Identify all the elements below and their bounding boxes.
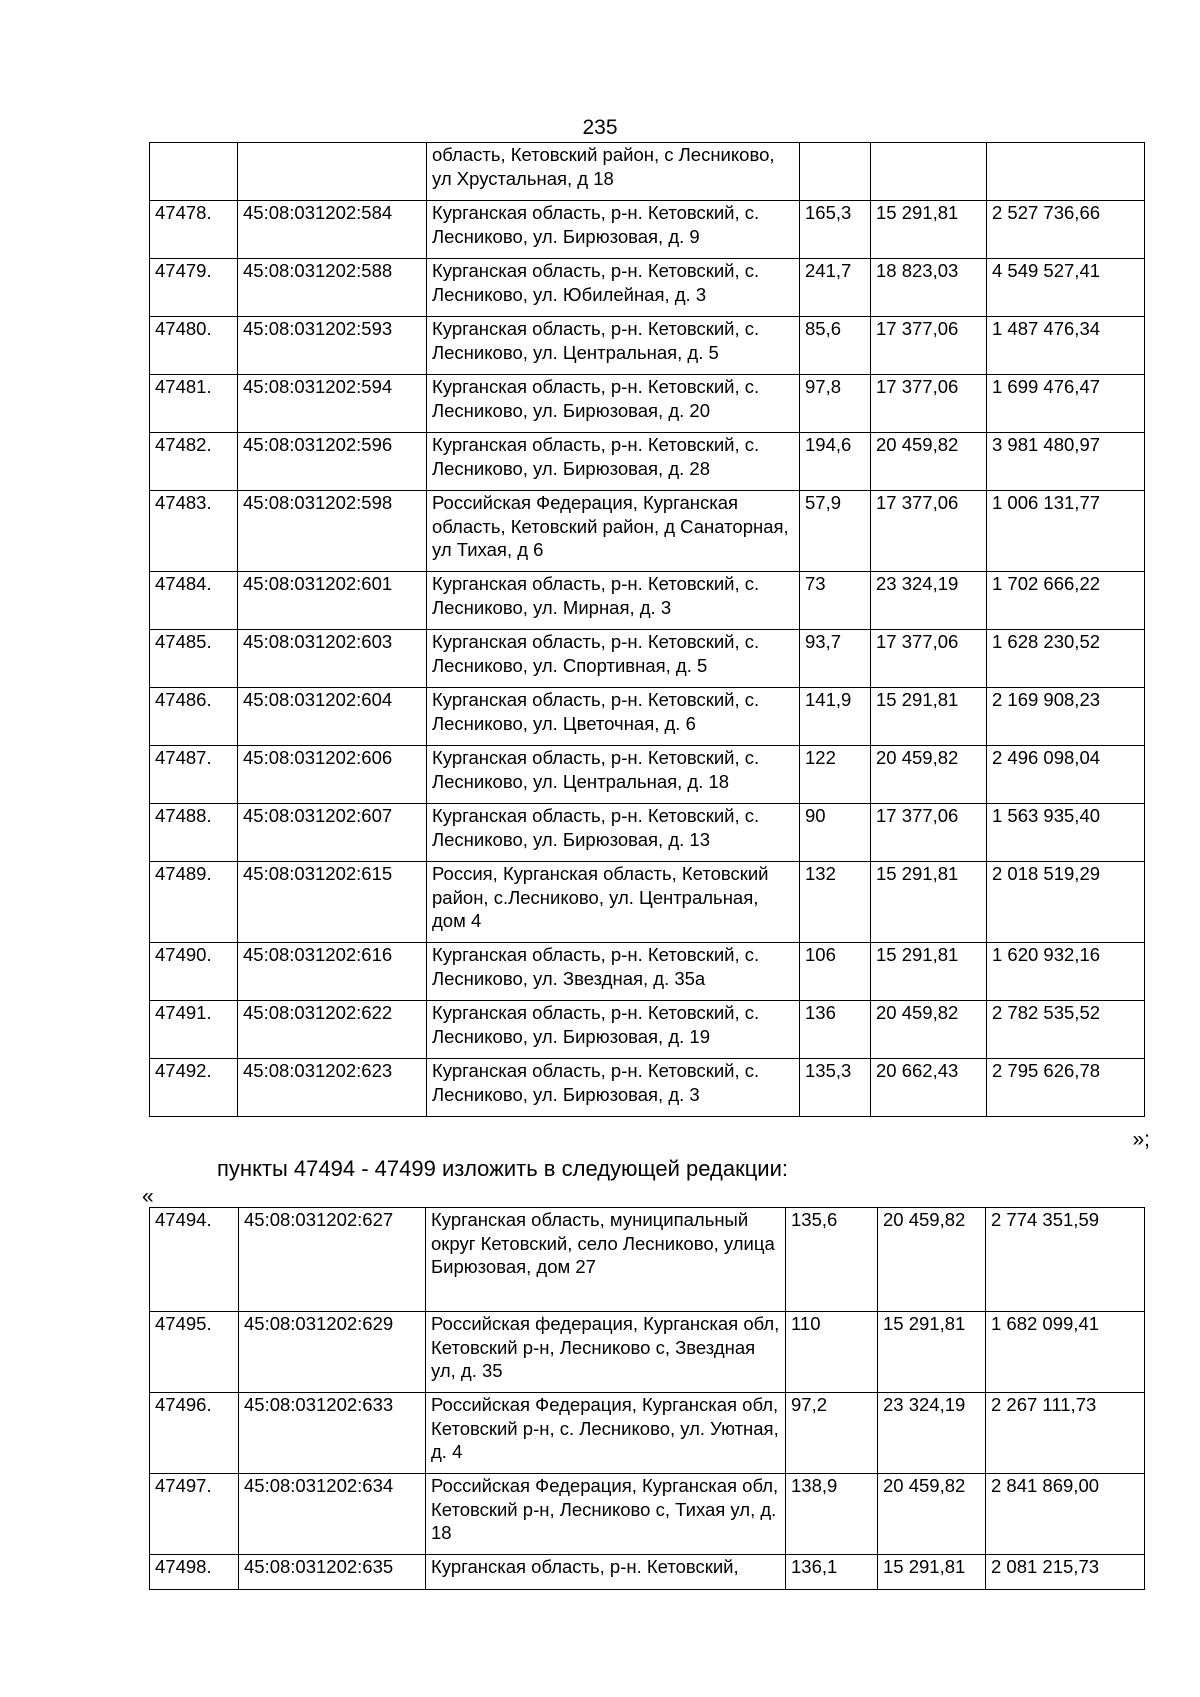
specific-value-cell: 20 662,43: [871, 1059, 987, 1117]
area-cell: 165,3: [800, 201, 871, 259]
cadastral-number-cell: 45:08:031202:622: [238, 1001, 427, 1059]
area-cell: 93,7: [800, 630, 871, 688]
opening-quote: «: [142, 1185, 154, 1208]
area-cell: 106: [800, 943, 871, 1001]
specific-value-cell: 20 459,82: [878, 1208, 986, 1312]
cadastral-value-cell: 1 702 666,22: [987, 572, 1145, 630]
address-cell: Курганская область, р-н. Кетовский, с. Лесниково, ул. Звездная, д. 35а: [427, 943, 800, 1001]
area-cell: 73: [800, 572, 871, 630]
address-cell: Российская федерация, Курганская обл, Кетовский р-н, Лесниково с, Звездная ул, д. 35: [426, 1312, 786, 1393]
cadastral-number-cell: 45:08:031202:627: [239, 1208, 426, 1312]
table-row: [150, 746, 1145, 804]
cadastral-value-cell: 2 782 535,52: [987, 1001, 1145, 1059]
area-cell: 135,3: [800, 1059, 871, 1117]
specific-value-cell: 17 377,06: [871, 804, 987, 862]
specific-value-cell: 17 377,06: [871, 491, 987, 572]
area-cell: 136,1: [786, 1555, 878, 1590]
cadastral-value-cell: 2 267 111,73: [986, 1393, 1145, 1474]
specific-value-cell: 18 823,03: [871, 259, 987, 317]
row-number-cell: 47497.: [150, 1474, 239, 1555]
address-cell: Россия, Курганская область, Кетовский район, с.Лесниково, ул. Центральная, дом 4: [427, 862, 800, 943]
cadastral-number-cell: 45:08:031202:584: [238, 201, 427, 259]
specific-value-cell: 15 291,81: [871, 688, 987, 746]
row-number-cell: 47484.: [150, 572, 238, 630]
specific-value-cell: 15 291,81: [871, 201, 987, 259]
address-cell: Курганская область, р-н. Кетовский,: [426, 1555, 786, 1590]
specific-value-cell: 20 459,82: [871, 433, 987, 491]
area-cell: 122: [800, 746, 871, 804]
address-cell: Курганская область, р-н. Кетовский, с. Лесниково, ул. Бирюзовая, д. 19: [427, 1001, 800, 1059]
amendment-instruction: пункты 47494 - 47499 изложить в следующей редакции:: [217, 1156, 789, 1181]
cadastral-value-cell: 2 527 736,66: [987, 201, 1145, 259]
table-row: [150, 491, 1145, 572]
cadastral-number-cell: 45:08:031202:603: [238, 630, 427, 688]
address-cell: Российская Федерация, Курганская обл, Кетовский р-н, Лесниково с, Тихая ул, д. 18: [426, 1474, 786, 1555]
area-cell: 110: [786, 1312, 878, 1393]
specific-value-cell: 15 291,81: [871, 943, 987, 1001]
cadastral-number-cell: 45:08:031202:629: [239, 1312, 426, 1393]
row-number-cell: 47498.: [150, 1555, 239, 1590]
cadastral-value-cell: 2 018 519,29: [987, 862, 1145, 943]
table-row: [150, 630, 1145, 688]
specific-value-cell: [871, 143, 987, 201]
row-number-cell: 47478.: [150, 201, 238, 259]
specific-value-cell: 15 291,81: [878, 1312, 986, 1393]
area-cell: 138,9: [786, 1474, 878, 1555]
specific-value-cell: 17 377,06: [871, 630, 987, 688]
row-number-cell: 47496.: [150, 1393, 239, 1474]
address-cell: Курганская область, р-н. Кетовский, с. Лесниково, ул. Бирюзовая, д. 28: [427, 433, 800, 491]
address-cell: Курганская область, р-н. Кетовский, с. Лесниково, ул. Мирная, д. 3: [427, 572, 800, 630]
table-row: [150, 1393, 1145, 1474]
area-cell: 135,6: [786, 1208, 878, 1312]
cadastral-number-cell: 45:08:031202:607: [238, 804, 427, 862]
address-cell: Курганская область, р-н. Кетовский, с. Лесниково, ул. Бирюзовая, д. 3: [427, 1059, 800, 1117]
table-row: [150, 143, 1145, 201]
cadastral-number-cell: 45:08:031202:598: [238, 491, 427, 572]
cadastral-value-cell: 2 169 908,23: [987, 688, 1145, 746]
table-row: [150, 1474, 1145, 1555]
specific-value-cell: 23 324,19: [871, 572, 987, 630]
cadastral-value-cell: 3 981 480,97: [987, 433, 1145, 491]
cadastral-number-cell: 45:08:031202:604: [238, 688, 427, 746]
cadastral-value-cell: [987, 143, 1145, 201]
table-row: [150, 259, 1145, 317]
address-cell: Курганская область, р-н. Кетовский, с. Лесниково, ул. Бирюзовая, д. 13: [427, 804, 800, 862]
table-row: [150, 317, 1145, 375]
area-cell: 97,8: [800, 375, 871, 433]
table-row: [150, 1312, 1145, 1393]
cadastral-number-cell: 45:08:031202:606: [238, 746, 427, 804]
table-row: [150, 804, 1145, 862]
address-cell: Курганская область, р-н. Кетовский, с. Лесниково, ул. Бирюзовая, д. 20: [427, 375, 800, 433]
cadastral-number-cell: 45:08:031202:615: [238, 862, 427, 943]
cadastral-number-cell: 45:08:031202:593: [238, 317, 427, 375]
specific-value-cell: 15 291,81: [878, 1555, 986, 1590]
specific-value-cell: 15 291,81: [871, 862, 987, 943]
address-cell: Курганская область, муниципальный округ Кетовский, село Лесниково, улица Бирюзовая, дом 27: [426, 1208, 786, 1312]
row-number-cell: 47483.: [150, 491, 238, 572]
area-cell: [800, 143, 871, 201]
cadastral-number-cell: 45:08:031202:634: [239, 1474, 426, 1555]
cadastral-number-cell: 45:08:031202:588: [238, 259, 427, 317]
row-number-cell: 47492.: [150, 1059, 238, 1117]
cadastral-number-cell: 45:08:031202:635: [239, 1555, 426, 1590]
row-number-cell: 47485.: [150, 630, 238, 688]
row-number-cell: 47488.: [150, 804, 238, 862]
row-number-cell: 47491.: [150, 1001, 238, 1059]
area-cell: 241,7: [800, 259, 871, 317]
cadastral-number-cell: 45:08:031202:616: [238, 943, 427, 1001]
cadastral-value-cell: 1 006 131,77: [987, 491, 1145, 572]
area-cell: 141,9: [800, 688, 871, 746]
cadastral-value-cell: 1 699 476,47: [987, 375, 1145, 433]
address-cell: Курганская область, р-н. Кетовский, с. Лесниково, ул. Юбилейная, д. 3: [427, 259, 800, 317]
row-number-cell: 47489.: [150, 862, 238, 943]
row-number-cell: 47494.: [150, 1208, 239, 1312]
address-cell: Российская Федерация, Курганская обл, Кетовский р-н, с. Лесниково, ул. Уютная, д. 4: [426, 1393, 786, 1474]
cadastral-number-cell: 45:08:031202:594: [238, 375, 427, 433]
cadastral-value-cell: 2 081 215,73: [986, 1555, 1145, 1590]
area-cell: 136: [800, 1001, 871, 1059]
address-cell: область, Кетовский район, с Лесниково, ул Хрустальная, д 18: [427, 143, 800, 201]
row-number-cell: 47486.: [150, 688, 238, 746]
specific-value-cell: 20 459,82: [871, 746, 987, 804]
table-row: [150, 862, 1145, 943]
table-row: [150, 1059, 1145, 1117]
row-number-cell: 47495.: [150, 1312, 239, 1393]
cadastral-value-cell: 2 841 869,00: [986, 1474, 1145, 1555]
cadastral-value-cell: 1 628 230,52: [987, 630, 1145, 688]
area-cell: 85,6: [800, 317, 871, 375]
cadastral-value-cell: 4 549 527,41: [987, 259, 1145, 317]
table-row: [150, 688, 1145, 746]
page-number: 235: [582, 116, 618, 139]
table-row: [150, 1001, 1145, 1059]
specific-value-cell: 17 377,06: [871, 375, 987, 433]
cadastral-number-cell: 45:08:031202:633: [239, 1393, 426, 1474]
address-cell: Курганская область, р-н. Кетовский, с. Лесниково, ул. Центральная, д. 5: [427, 317, 800, 375]
cadastral-value-cell: 2 496 098,04: [987, 746, 1145, 804]
row-number-cell: 47490.: [150, 943, 238, 1001]
address-cell: Курганская область, р-н. Кетовский, с. Лесниково, ул. Спортивная, д. 5: [427, 630, 800, 688]
table-row: [150, 375, 1145, 433]
row-number-cell: [150, 143, 238, 201]
table-row: [150, 943, 1145, 1001]
specific-value-cell: 23 324,19: [878, 1393, 986, 1474]
address-cell: Курганская область, р-н. Кетовский, с. Лесниково, ул. Центральная, д. 18: [427, 746, 800, 804]
table-row: [150, 201, 1145, 259]
table-row: [150, 572, 1145, 630]
area-cell: 97,2: [786, 1393, 878, 1474]
cadastral-value-cell: 2 795 626,78: [987, 1059, 1145, 1117]
specific-value-cell: 20 459,82: [878, 1474, 986, 1555]
cadastral-value-cell: 2 774 351,59: [986, 1208, 1145, 1312]
area-cell: 57,9: [800, 491, 871, 572]
cadastral-value-cell: 1 682 099,41: [986, 1312, 1145, 1393]
cadastral-number-cell: [238, 143, 427, 201]
area-cell: 194,6: [800, 433, 871, 491]
table-row: [150, 433, 1145, 491]
row-number-cell: 47480.: [150, 317, 238, 375]
closing-quote: »;: [1132, 1128, 1150, 1151]
table-row: [150, 1208, 1145, 1312]
address-cell: Российская Федерация, Курганская область, Кетовский район, д Санаторная, ул Тихая, д 6: [427, 491, 800, 572]
property-table-1: [149, 142, 1145, 1117]
table-row: [150, 1555, 1145, 1590]
row-number-cell: 47487.: [150, 746, 238, 804]
row-number-cell: 47482.: [150, 433, 238, 491]
row-number-cell: 47481.: [150, 375, 238, 433]
area-cell: 90: [800, 804, 871, 862]
row-number-cell: 47479.: [150, 259, 238, 317]
cadastral-value-cell: 1 563 935,40: [987, 804, 1145, 862]
property-table-2: [149, 1207, 1145, 1590]
address-cell: Курганская область, р-н. Кетовский, с. Лесниково, ул. Бирюзовая, д. 9: [427, 201, 800, 259]
address-cell: Курганская область, р-н. Кетовский, с. Лесниково, ул. Цветочная, д. 6: [427, 688, 800, 746]
specific-value-cell: 17 377,06: [871, 317, 987, 375]
area-cell: 132: [800, 862, 871, 943]
cadastral-number-cell: 45:08:031202:601: [238, 572, 427, 630]
cadastral-number-cell: 45:08:031202:623: [238, 1059, 427, 1117]
cadastral-value-cell: 1 487 476,34: [987, 317, 1145, 375]
cadastral-number-cell: 45:08:031202:596: [238, 433, 427, 491]
cadastral-value-cell: 1 620 932,16: [987, 943, 1145, 1001]
specific-value-cell: 20 459,82: [871, 1001, 987, 1059]
